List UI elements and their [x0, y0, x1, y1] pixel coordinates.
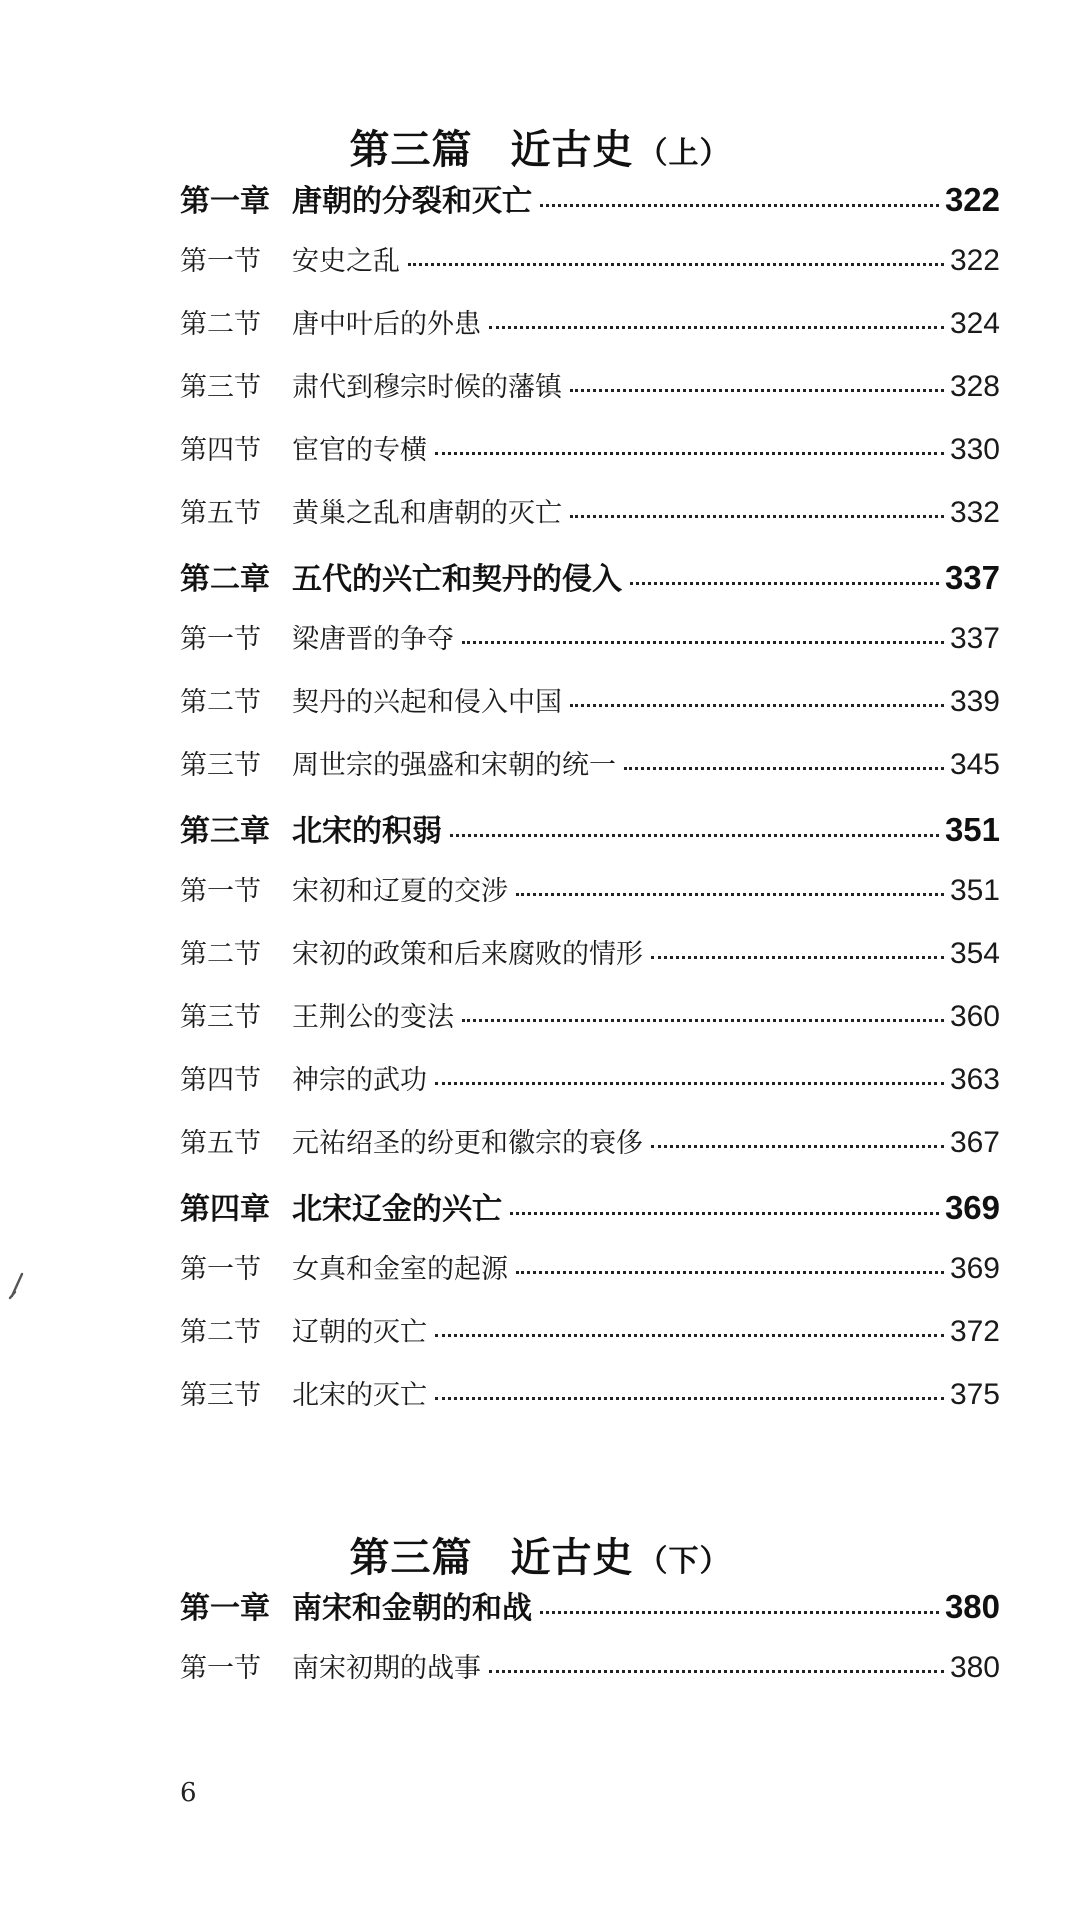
section-title: 周世宗的强盛和宋朝的统一: [292, 750, 616, 781]
toc-section-row[interactable]: [180, 1373, 1000, 1436]
toc-section-row[interactable]: [180, 1646, 1000, 1709]
section-number: 第五节: [180, 498, 261, 529]
section-page-number: 369: [949, 1252, 1000, 1285]
chapter-title: 北宋的积弱: [292, 815, 442, 848]
toc-chapter-row[interactable]: [180, 554, 1000, 617]
section-title: 黄巢之乱和唐朝的灭亡: [292, 498, 562, 529]
chapter-page-number: 369: [944, 1189, 1000, 1226]
section-page-number: 345: [949, 748, 1000, 781]
toc-list-upper: [180, 176, 1000, 1436]
chapter-number: 第一章: [180, 185, 270, 218]
chapter-title: 五代的兴亡和契丹的侵入: [292, 563, 622, 596]
dot-leader: [651, 1145, 944, 1148]
toc-section-row[interactable]: [180, 995, 1000, 1058]
section-number: 第四节: [180, 435, 261, 466]
chapter-page-number: 351: [944, 811, 1000, 848]
toc-section-row[interactable]: [180, 491, 1000, 554]
section-number: 第一节: [180, 876, 261, 907]
part-label: 第三篇: [349, 1534, 473, 1581]
dot-leader: [450, 834, 939, 837]
section-number: 第三节: [180, 750, 261, 781]
dot-leader: [540, 204, 939, 207]
dot-leader: [435, 1082, 944, 1085]
section-number: 第二节: [180, 939, 261, 970]
section-page-number: 337: [949, 622, 1000, 655]
toc-section-row[interactable]: [180, 1121, 1000, 1184]
section-page-number: 339: [949, 685, 1000, 718]
part-heading-upper: [0, 118, 1080, 175]
section-title: 宋初和辽夏的交涉: [292, 876, 508, 907]
dot-leader: [651, 956, 944, 959]
toc-section-row[interactable]: [180, 239, 1000, 302]
dot-leader: [435, 452, 944, 455]
section-title: 宋初的政策和后来腐败的情形: [292, 939, 643, 970]
dot-leader: [435, 1334, 944, 1337]
toc-section-row[interactable]: [180, 1058, 1000, 1121]
toc-section-row[interactable]: [180, 869, 1000, 932]
section-number: 第三节: [180, 372, 261, 403]
part-qualifier: （上）: [637, 136, 731, 171]
section-page-number: 322: [949, 244, 1000, 277]
section-title: 辽朝的灭亡: [292, 1317, 427, 1348]
section-number: 第二节: [180, 687, 261, 718]
chapter-title: 北宋辽金的兴亡: [292, 1193, 502, 1226]
margin-pen-mark: [6, 1272, 28, 1300]
section-title: 唐中叶后的外患: [292, 309, 481, 340]
dot-leader: [489, 1670, 944, 1673]
part-name: 近古史: [510, 126, 634, 173]
section-page-number: 332: [949, 496, 1000, 529]
toc-chapter-row[interactable]: [180, 1184, 1000, 1247]
section-number: 第五节: [180, 1128, 261, 1159]
dot-leader: [624, 767, 944, 770]
toc-chapter-row[interactable]: [180, 1583, 1000, 1646]
toc-section-row[interactable]: [180, 617, 1000, 680]
dot-leader: [489, 326, 944, 329]
section-page-number: 324: [949, 307, 1000, 340]
section-number: 第三节: [180, 1002, 261, 1033]
section-number: 第二节: [180, 1317, 261, 1348]
section-number: 第二节: [180, 309, 261, 340]
section-page-number: 351: [949, 874, 1000, 907]
section-title: 元祐绍圣的纷更和徽宗的衰侈: [292, 1128, 643, 1159]
section-title: 肃代到穆宗时候的藩镇: [292, 372, 562, 403]
part-label: 第三篇: [349, 126, 473, 173]
dot-leader: [630, 582, 939, 585]
section-title: 梁唐晋的争夺: [292, 624, 454, 655]
toc-chapter-row[interactable]: [180, 806, 1000, 869]
chapter-title: 南宋和金朝的和战: [292, 1592, 532, 1625]
toc-section-row[interactable]: [180, 428, 1000, 491]
chapter-page-number: 337: [944, 559, 1000, 596]
section-number: 第一节: [180, 624, 261, 655]
chapter-number: 第三章: [180, 815, 270, 848]
section-title: 神宗的武功: [292, 1065, 427, 1096]
dot-leader: [435, 1397, 944, 1400]
section-number: 第四节: [180, 1065, 261, 1096]
section-title: 契丹的兴起和侵入中国: [292, 687, 562, 718]
toc-section-row[interactable]: [180, 743, 1000, 806]
toc-section-row[interactable]: [180, 302, 1000, 365]
part-heading-lower: [0, 1526, 1080, 1583]
section-title: 南宋初期的战事: [292, 1653, 481, 1684]
section-page-number: 330: [949, 433, 1000, 466]
part-name: 近古史: [510, 1534, 634, 1581]
toc-section-row[interactable]: [180, 365, 1000, 428]
dot-leader: [408, 263, 944, 266]
section-page-number: 363: [949, 1063, 1000, 1096]
section-title: 安史之乱: [292, 246, 400, 277]
chapter-page-number: 322: [944, 181, 1000, 218]
toc-section-row[interactable]: [180, 932, 1000, 995]
section-number: 第一节: [180, 1653, 261, 1684]
toc-chapter-row[interactable]: [180, 176, 1000, 239]
section-number: 第一节: [180, 1254, 261, 1285]
toc-section-row[interactable]: [180, 1310, 1000, 1373]
dot-leader: [516, 893, 944, 896]
section-page-number: 354: [949, 937, 1000, 970]
section-title: 女真和金室的起源: [292, 1254, 508, 1285]
section-page-number: 380: [949, 1651, 1000, 1684]
dot-leader: [570, 704, 944, 707]
section-title: 北宋的灭亡: [292, 1380, 427, 1411]
part-qualifier: （下）: [637, 1544, 731, 1579]
dot-leader: [516, 1271, 944, 1274]
section-title: 王荆公的变法: [292, 1002, 454, 1033]
chapter-page-number: 380: [944, 1588, 1000, 1625]
section-page-number: 360: [949, 1000, 1000, 1033]
section-number: 第一节: [180, 246, 261, 277]
dot-leader: [570, 389, 944, 392]
dot-leader: [462, 1019, 944, 1022]
toc-list-lower: [180, 1583, 1000, 1709]
chapter-number: 第四章: [180, 1193, 270, 1226]
chapter-number: 第一章: [180, 1592, 270, 1625]
dot-leader: [462, 641, 944, 644]
section-page-number: 375: [949, 1378, 1000, 1411]
dot-leader: [570, 515, 944, 518]
section-title: 宦官的专横: [292, 435, 427, 466]
page-number: 6: [180, 1778, 197, 1808]
dot-leader: [510, 1212, 939, 1215]
section-page-number: 367: [949, 1126, 1000, 1159]
dot-leader: [540, 1611, 939, 1614]
section-page-number: 372: [949, 1315, 1000, 1348]
chapter-title: 唐朝的分裂和灭亡: [292, 185, 532, 218]
section-number: 第三节: [180, 1380, 261, 1411]
chapter-number: 第二章: [180, 563, 270, 596]
toc-section-row[interactable]: [180, 680, 1000, 743]
section-page-number: 328: [949, 370, 1000, 403]
toc-section-row[interactable]: [180, 1247, 1000, 1310]
